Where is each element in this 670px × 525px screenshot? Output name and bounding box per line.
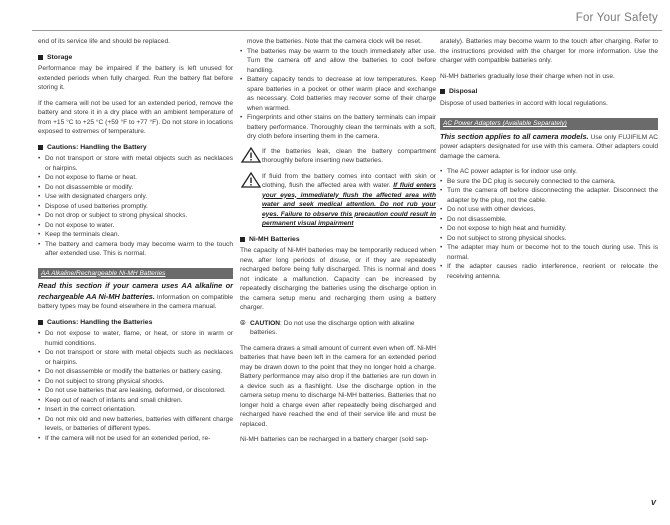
section-banner-ac-adapters: AC Power Adapters (Available Separately) (440, 118, 658, 130)
list-item: • Keep the terminals clean. (38, 230, 233, 240)
list-item: • Use with designated chargers only. (38, 192, 233, 202)
list-item: • Do not disassemble or modify the batteries or battery casing. (38, 367, 233, 377)
column-3 (440, 37, 658, 286)
applies-note (38, 281, 233, 312)
warning-icon (240, 147, 262, 163)
caution-body: : Do not use the discharge option with alkaline batteries. (250, 319, 415, 336)
list-item: • The AC power adapter is for indoor use only. (440, 167, 658, 177)
list-item: • Do not subject to strong physical shocks. (38, 377, 233, 387)
square-bullet-icon (38, 320, 43, 325)
warning-block (240, 147, 436, 166)
square-bullet-icon (38, 55, 43, 60)
list-item: • Do not use with other devices. (440, 205, 658, 215)
heading-text: Disposal (449, 88, 478, 95)
header-rule (32, 30, 662, 31)
list-item: • If the camera will not be used for an extended period, re- (38, 434, 233, 444)
caution-icon: ⦾ (240, 319, 246, 327)
heading-text: Ni-MH Batteries (249, 235, 300, 243)
warning-icon (240, 172, 262, 188)
paragraph: The capacity of Ni-MH batteries may be temporarily reduced when new, after long periods of disuse, or if they are repeatedly recharged before being fully discharged. This is normal and does not indicate a malfunction. Capacity can be increased by repeatedly discharging the batteries using the discharge option in the camera setup menu and recharging them using a battery charger. (240, 247, 436, 311)
heading-text: Storage (47, 53, 73, 61)
applies-rest: Information on compatible battery types may be found elsewhere in the camera manual. (38, 293, 233, 310)
paragraph: Dispose of used batteries in accord with local regulations. (440, 99, 608, 107)
section-heading-nimh (240, 235, 436, 245)
section-heading-storage (38, 53, 233, 63)
applies-note (440, 132, 658, 162)
list-item: • Turn the camera off before disconnecting the adapter. Disconnect the adapter by the plug, not the cable. (440, 186, 658, 205)
column-1 (38, 37, 233, 448)
list-item: • Keep out of reach of infants and small children. (38, 396, 233, 406)
square-bullet-icon (440, 89, 445, 94)
square-bullet-icon (240, 237, 245, 242)
warning-text-emphasis: If fluid enters your eyes, immediately flush the affected area with water and seek medical attention. Do not rub your eyes. Failure to observe this precaution could result in permanent visual impairment (262, 182, 436, 227)
caution-note (240, 319, 436, 338)
list-item: • Do not disassemble or modify. (38, 183, 233, 193)
list-item: • The batteries may be warm to the touch immediately after use. Turn the camera off and allow the batteries to cool before handling. (240, 47, 436, 76)
list-item: • Do not transport or store with metal objects such as necklaces or hairpins. (38, 348, 233, 367)
warning-text-plain: If fluid from the battery comes into contact with skin or clothing, flush the affected area with water. (262, 172, 436, 189)
list-item: • Do not mix old and new batteries, batteries with different charge levels, or batteries of different types. (38, 415, 233, 434)
applies-emphasis: Read this section if your camera uses AA alkaline or rechargeable AA Ni-MH batteries. (38, 281, 233, 301)
heading-text: Cautions: Handling the Batteries (47, 318, 153, 326)
section-heading-cautions-batteries (38, 318, 233, 328)
list-item: • Do not disassemble. (440, 215, 658, 225)
list-item: • Be sure the DC plug is securely connected to the camera. (440, 177, 658, 187)
paragraph: The camera draws a small amount of current even when off. Ni-MH batteries that have been left in the camera for an extended period may be drawn down to the point that they no longer hold a charge. Battery performance may also drop if the batteries are run down in a device such as a flashlight. Use the discharge option in the camera setup menu to discharge Ni-MH batteries. Batteries that no longer hold a charge even after repeatedly being discharged and recharged have reached the end of their service life and must be replaced. (240, 344, 436, 428)
warning-block (240, 172, 436, 229)
list-item: • Fingerprints and other stains on the battery terminals can impair battery performance. Thoroughly clean the terminals with a soft, dry cloth before inserting them in the camera. (240, 113, 436, 142)
list-item: • Do not subject to strong physical shocks. (440, 234, 658, 244)
warning-text (262, 172, 436, 229)
paragraph: If the camera will not be used for an extended period, remove the battery and store it in a dry place with an ambient temperature of from +15 °C to +25 °C (+59 °F to +77 °F). Do not store in locations exposed to extremes of temperature. (38, 99, 233, 135)
column-2 (240, 37, 436, 451)
page-number: v (650, 497, 656, 507)
list-item: • The adapter may hum or become hot to the touch during use. This is normal. (440, 243, 658, 262)
list-item: • Do not expose to high heat and humidity. (440, 224, 658, 234)
list-item: • Do not expose to water. (38, 221, 233, 231)
heading-text: Cautions: Handling the Battery (47, 143, 147, 151)
applies-emphasis: This section applies to all camera models. (440, 131, 589, 141)
list-item: • Do not transport or store with metal objects such as necklaces or hairpins. (38, 154, 233, 173)
square-bullet-icon (38, 145, 43, 150)
section-heading-cautions-battery (38, 143, 233, 153)
list-item: • The battery and camera body may become warm to the touch after extended use. This is normal. (38, 240, 233, 259)
continued-text: arately). Batteries may become warm to the touch after charging. Refer to the instructions provided with the charger for more information. Use the charger with compatible batteries only. (440, 38, 658, 64)
list-item: • Dispose of used batteries promptly. (38, 202, 233, 212)
paragraph: Performance may be impaired if the battery is left unused for extended periods when fully charged. Run the battery flat before storing it. (38, 65, 233, 91)
list-item: • Battery capacity tends to decrease at low temperatures. Keep spare batteries in a pocket or other warm place and exchange as necessary. Cold batteries may recover some of their charge when warmed. (240, 75, 436, 113)
bullet-list (240, 47, 436, 142)
continued-text: end of its service life and should be replaced. (38, 38, 170, 45)
paragraph: Ni-MH batteries gradually lose their charge when not in use. (440, 72, 615, 80)
list-item: • Do not expose to flame or heat. (38, 173, 233, 183)
bullet-list (38, 329, 233, 443)
bullet-list (440, 167, 658, 281)
continued-text: move the batteries. Note that the camera clock will be reset. (247, 38, 422, 45)
caution-label: CAUTION (250, 319, 281, 327)
warning-text: If the batteries leak, clean the battery compartment thoroughly before inserting new batteries. (262, 147, 436, 164)
section-banner-aa-batteries: AA Alkaline/Rechargeable Ni-MH Batteries (38, 268, 233, 280)
list-item: • Do not use batteries that are leaking, deformed, or discolored. (38, 386, 233, 396)
list-item: • Insert in the correct orientation. (38, 405, 233, 415)
list-item: • If the adapter causes radio interference, reorient or relocate the receiving antenna. (440, 262, 658, 281)
list-item: • Do not drop or subject to strong physical shocks. (38, 211, 233, 221)
caution-text (250, 319, 436, 338)
list-item: • Do not expose to water, flame, or heat, or store in warm or humid conditions. (38, 329, 233, 348)
paragraph: Ni-MH batteries can be recharged in a battery charger (sold sep- (240, 436, 429, 443)
bullet-list (38, 154, 233, 259)
applies-rest: Use only FUJIFILM AC power adapters designated for use with this camera. Other adapters could damage the camera. (440, 133, 658, 160)
running-head: For Your Safety (575, 12, 658, 24)
section-heading-disposal (440, 87, 658, 97)
